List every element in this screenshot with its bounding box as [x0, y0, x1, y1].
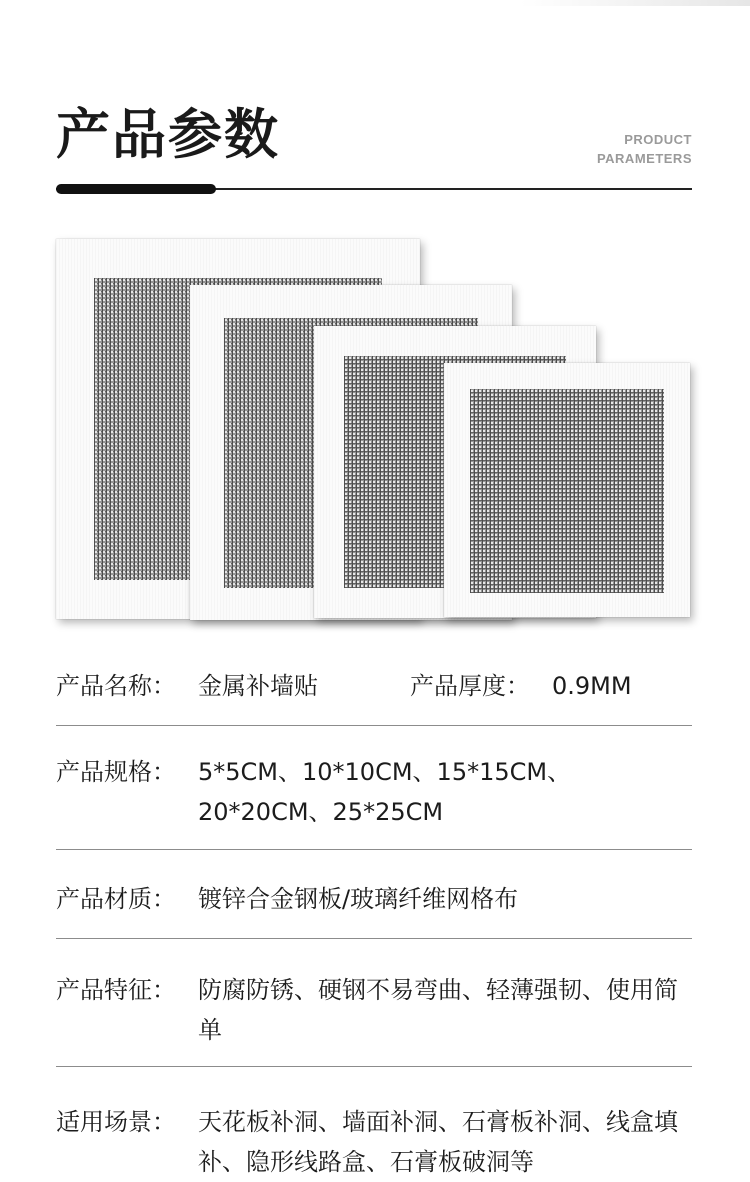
- spec-feature-label: 产品特征：: [56, 976, 176, 1004]
- spec-row-name: [56, 666, 692, 706]
- spec-feature-value: 防腐防锈、硬钢不易弯曲、轻薄强韧、使用简单: [198, 976, 678, 1044]
- spec-scene-label: 适用场景：: [56, 1108, 176, 1136]
- page-title: 产品参数: [56, 103, 280, 166]
- spec-row-scene: [56, 1102, 692, 1176]
- spec-material-label: 产品材质：: [56, 885, 176, 913]
- spec-scene-value: 天花板补洞、墙面补洞、石膏板补洞、线盒填补、隐形线路盒、石膏板破洞等: [198, 1108, 678, 1176]
- spec-size-label: 产品规格：: [56, 758, 176, 786]
- spec-row-material: [56, 879, 692, 919]
- subtitle-line-1: PRODUCT: [624, 132, 692, 147]
- spec-name-value: 金属补墙贴: [198, 672, 318, 700]
- patch-10cm: [444, 363, 690, 617]
- spec-divider-3: [56, 938, 692, 939]
- spec-divider-4: [56, 1066, 692, 1067]
- spec-row-size: [56, 752, 692, 832]
- patch-10cm-mesh: [470, 389, 664, 593]
- spec-divider-2: [56, 849, 692, 850]
- spec-size-value: 5*5CM、10*10CM、15*15CM、20*20CM、25*25CM: [198, 758, 572, 826]
- spec-row-feature: [56, 970, 692, 1050]
- subtitle-line-2: PARAMETERS: [596, 151, 692, 166]
- spec-thickness-label: 产品厚度：: [410, 672, 530, 700]
- spec-thickness-value: 0.9MM: [552, 672, 632, 700]
- spec-material-value: 镀锌合金钢板/玻璃纤维网格布: [198, 885, 519, 913]
- spec-name-label: 产品名称：: [56, 672, 176, 700]
- spec-divider-1: [56, 725, 692, 726]
